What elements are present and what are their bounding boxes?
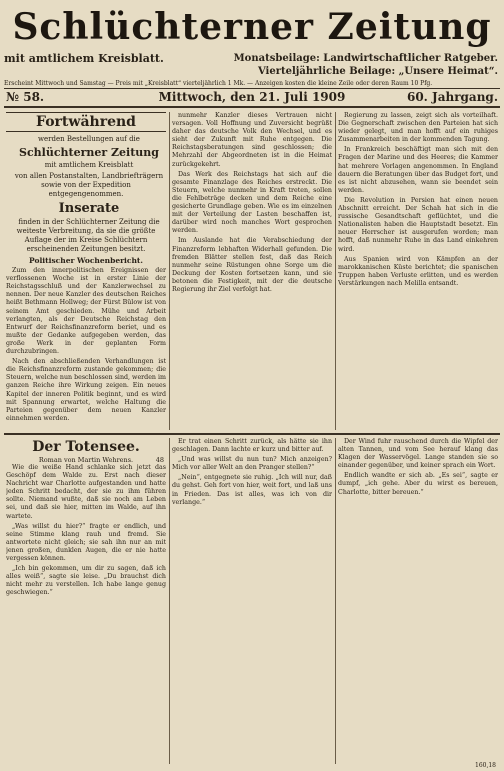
novel-subtitle: [6, 456, 166, 464]
weekly-report-title: Politischer Wochenbericht.: [29, 256, 143, 265]
novel-paragraph: Er trat einen Schritt zurück, als hätte sie ihn geschlagen. Dann lachte er kurz und bitter auf.: [172, 438, 332, 454]
column-divider: [335, 438, 336, 764]
footer-code: 160,18: [475, 762, 496, 769]
novel-paragraph: „Was willst du hier?“ fragte er endlich, und seine Stimme klang rauh und fremd. Sie antwortete nicht gleich; sie sah ihn nur an mit jenen großen, dunklen Augen, die er nie hatte vergessen können.: [6, 522, 166, 563]
issue-date: Mittwoch, den 21. Juli 1909: [158, 90, 346, 104]
subtitle-left: mit amtlichem Kreisblatt.: [4, 52, 164, 65]
advert-title: Fortwährend: [6, 112, 166, 132]
publication-info: Erscheint Mittwoch und Samstag — Preis mit „Kreisblatt“ vierteljährlich 1 Mk. — Anzeigen kosten die kleine Zeile oder deren Raum 10 Pfg.: [4, 80, 500, 89]
advert-line4: finden in der Schlüchterner Zeitung die weiteste Verbreitung, da sie die größte Auflage der im Kreise Schlüchtern erscheinenden Zeitungen besitzt.: [16, 218, 160, 253]
issue-number: № 58.: [6, 90, 45, 104]
column-2: [172, 112, 332, 430]
column-divider: [169, 438, 170, 764]
article-paragraph: Regierung zu lassen, zeigt sich als vorteilhaft. Die Gegnerschaft zwischen den Parteien hat sich wieder gelegt, und man hofft auf ein ruhiges Zusammenarbeiten in der kommenden Tagung.: [338, 112, 498, 144]
issue-year: 60. Jahrgang.: [406, 90, 498, 104]
novel-paragraph: Endlich wandte er sich ab. „Es sei“, sagte er dumpf, „ich gehe. Aber du wirst es bereuen, Charlotte, bitter bereuen.“: [338, 472, 498, 496]
advert-paper-name: Schlüchterner Zeitung: [19, 146, 159, 159]
column-3: [338, 112, 498, 430]
advert-line3: von allen Postanstalten, Landbriefträgern sowie von der Expedition entgegengenommen.: [14, 172, 164, 198]
supplement-monthly: Monatsbeilage: Landwirtschaftlicher Ratgeber.: [233, 53, 498, 64]
advert-line1: werden Bestellungen auf die: [38, 135, 140, 143]
novel-column-2: [172, 438, 332, 764]
article-paragraph: In Frankreich beschäftigt man sich mit den Fragen der Marine und des Heeres; die Kammer hat mehrere Vorlagen angenommen. In England dauern die Beratungen über das Budget fort, und es ist nicht abzusehen, wann sie beendet sein werden.: [338, 146, 498, 194]
novel-header: [6, 438, 166, 464]
weekly-paragraph: Nach den abschließenden Verhandlungen ist die Reichsfinanzreform zustande gekommen; die Steuern, welche nun beschlossen sind, werden im ganzen Reiche ihre Wirkung zeigen. Ein neues Kapitel der inneren Politik beginnt, und es wird mit Spannung erwartet, welche Haltung die Parteien gegenüber dem neuen Kanzler einnehmen werden.: [6, 358, 166, 422]
novel-paragraph: Wie die weiße Hand schlanke sich jetzt das Geschöpf dem Walde zu. Erst nach dieser Nachricht war Charlotte aufgestanden und hatte jeden Schritt bedacht, der sie zu ihm führen sollte. Niemand wußte, daß sie noch am Leben sei, und daß sie hier, mitten im Walde, auf ihn wartete.: [6, 464, 166, 520]
novel-paragraph: Der Wind fuhr rauschend durch die Wipfel der alten Tannen, und vom See herauf klang das Klagen der Wasservögel. Lange standen sie so einander gegenüber, und keiner sprach ein Wort.: [338, 438, 498, 470]
weekly-paragraph: Zum den innerpolitischen Ereignissen der verflossenen Woche ist in erster Linie der Reichstagsschluß und der Kanzlerwechsel zu nennen. Der neue Kanzler des deutschen Reiches heißt Bethmann Hollweg; der Fürst Bülow ist von seinem Amt geschieden. Mühe und Arbeit verlangten, als der Deutsche Reichstag den Entwurf der Reichsfinanzreform beriet, und es mußte der Gedanke aufgegeben werden, das große Werk in der geplanten Form durchzubringen.: [6, 267, 166, 356]
novel-paragraph: „Ich bin gekommen, um dir zu sagen, daß ich alles weiß“, sagte sie leise. „Du brauchst dich nicht mehr zu verstellen. Ich habe lange genug geschwiegen.“: [6, 565, 166, 597]
novel-paragraph: „Nein“, entgegnete sie ruhig. „Ich will nur, daß du gehst. Geh fort von hier, weit fort, und laß uns in Frieden. Das ist alles, was ich von dir verlange.“: [172, 474, 332, 506]
column-1: [6, 112, 166, 430]
article-paragraph: nunmehr Kanzler dieses Vertrauen nicht versagen. Voll Hoffnung und Zuversicht begrüßt daher das deutsche Volk den Wechsel, und es sieht der Zukunft mit Ruhe entgegen. Die Reichstagsberatungen sind geschlossen; die Mehrzahl der Abgeordneten ist in die Heimat zurückgekehrt.: [172, 112, 332, 168]
issue-line: [4, 88, 500, 108]
novel-title: Der Totensee.: [32, 439, 140, 455]
article-paragraph: Die Revolution in Persien hat einen neuen Abschnitt erreicht. Der Schah hat sich in die russische Gesandtschaft geflüchtet, und die Nationalisten haben die Hauptstadt besetzt. Ein neuer Herrscher ist ausgerufen worden; man hofft, daß nunmehr Ruhe in das Land einkehren wird.: [338, 196, 498, 253]
article-paragraph: Aus Spanien wird von Kämpfen an der marokkanischen Küste berichtet; die spanischen Truppen haben Verluste erlitten, und es werden Verstärkungen nach Melilla entsandt.: [338, 255, 498, 287]
novel-author: Roman von Martin Wehrens.: [38, 456, 134, 464]
feuilleton-divider: [4, 433, 500, 435]
novel-installment: 48: [155, 456, 164, 464]
supplement-quarterly: Vierteljährliche Beilage: „Unsere Heimat“.: [257, 66, 498, 77]
article-paragraph: Im Auslande hat die Verabschiedung der Finanzreform lebhaften Widerhall gefunden. Die fremden Blätter stellen fest, daß das Reich nunmehr seine Rüstungen ohne Sorge um die Deckung der Kosten fortsetzen kann, und sie betonen die Festigkeit, mit der die deutsche Regierung ihr Ziel verfolgt hat.: [172, 237, 332, 293]
novel-column-3: [338, 438, 498, 764]
column-divider: [335, 112, 336, 430]
novel-paragraph: „Und was willst du nun tun? Mich anzeigen? Mich vor aller Welt an den Pranger stellen?“: [172, 456, 332, 472]
advert-line2: mit amtlichem Kreisblatt: [44, 161, 134, 169]
masthead-title: Schlüchterner Zeitung: [12, 6, 492, 48]
subtitle-right: [208, 52, 498, 78]
novel-column-1: [6, 464, 166, 764]
article-paragraph: Das Werk des Reichstags hat sich auf die gesamte Finanzlage des Reiches erstreckt. Die Steuern, welche nunmehr in Kraft treten, sollen die Fehlbeträge decken und dem Reiche eine gesicherte Grundlage geben. Wie es im einzelnen mit der Verteilung der Lasten beschaffen ist, darüber wird noch manches Wort gesprochen werden.: [172, 170, 332, 235]
advert-inserat: Inserate: [58, 201, 120, 216]
column-divider: [169, 112, 170, 430]
